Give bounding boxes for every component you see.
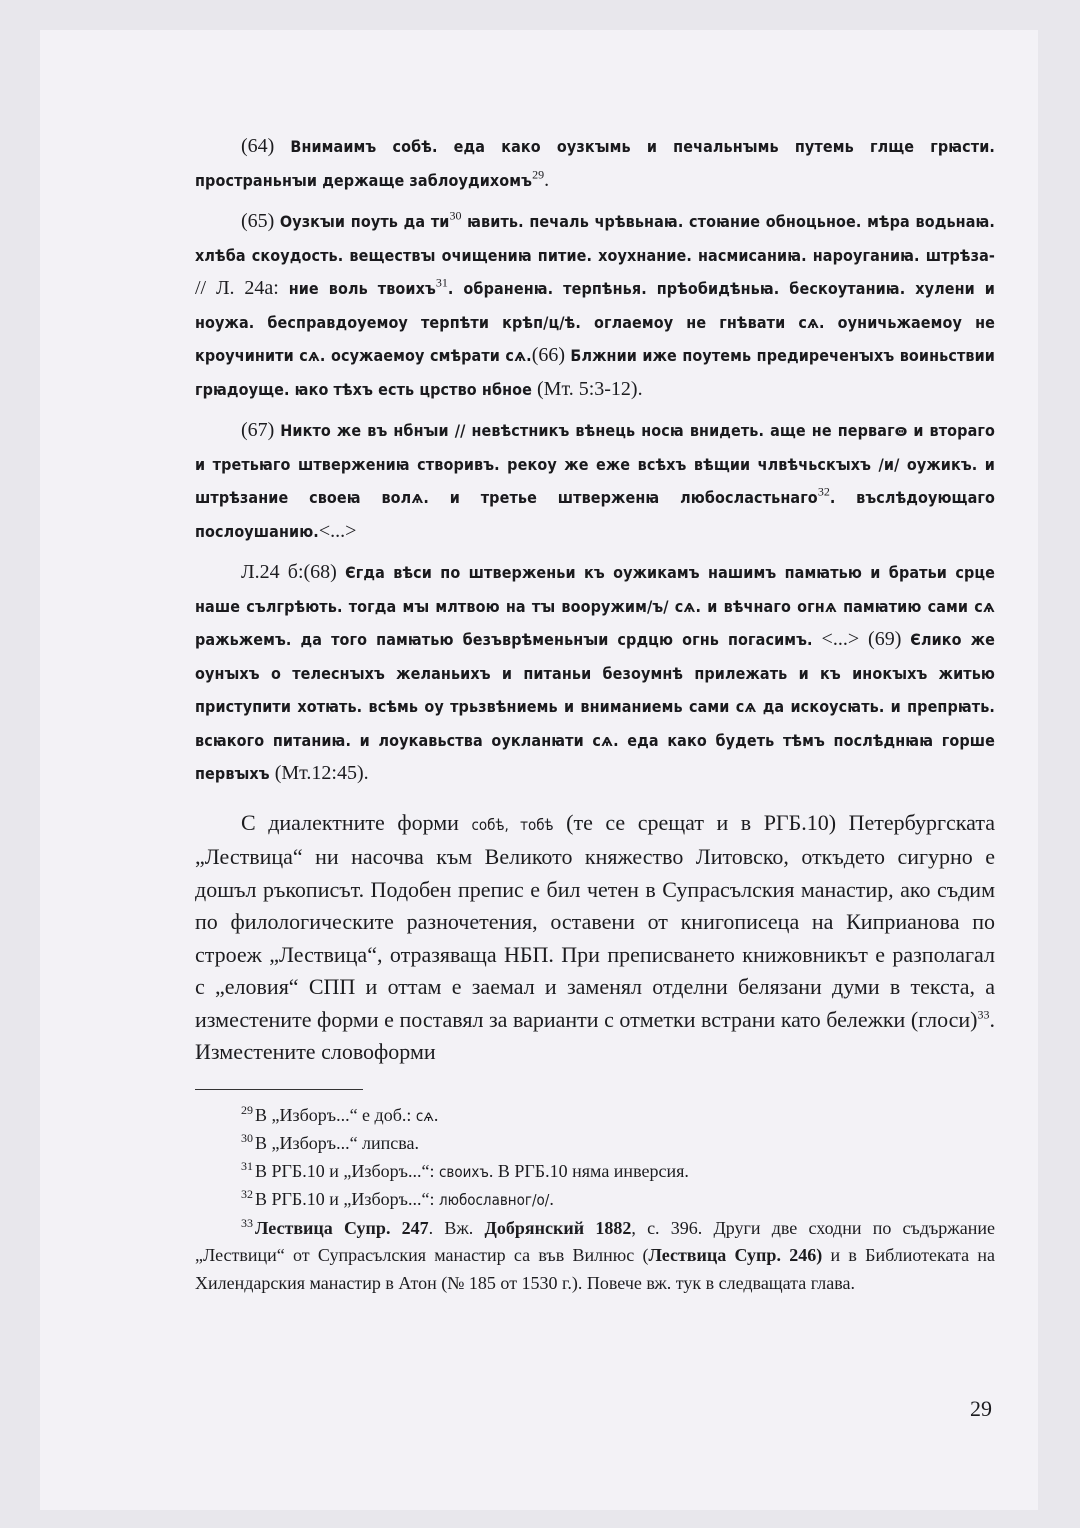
excerpt-number: (65) (241, 210, 280, 232)
bible-citation: (Мт.12:45). (269, 762, 369, 784)
footnote-number: 31 (241, 1158, 253, 1173)
excerpt-number: (64) (241, 135, 291, 157)
slavonic-text: своихъ (438, 1162, 489, 1181)
slavonic-text: сѧ (415, 1106, 434, 1125)
slavonic-text: Внимаимъ собѣ. еда како оузкꙑмь и печальнꙑмь путемь глще грꙗсти. пространьнꙑи держаще заблоудихомъ (195, 137, 995, 190)
folio-marker: Л.24 б:(68) (241, 561, 346, 583)
slavonic-text: ꙗвить. печаль чрѣвьнаꙗ. стоꙗние обноцьное. мѣра водьнаꙗ. хлѣба скоудость. веществꙑ очищениꙗ питие. хоухнание. насмисаниꙗ. нароуганиꙗ. штрѣза- (195, 212, 995, 265)
excerpt-64 (195, 130, 995, 197)
folio-marker: // Л. 24а: (195, 277, 289, 299)
omission-mark: <...> (69) (812, 628, 911, 650)
body-paragraph (195, 807, 995, 1069)
body-text: . Изместените словоформи (195, 1006, 995, 1064)
slavonic-text: . обраненꙗ. терпѣнья. прѣобидѣньꙗ. бескоутаниꙗ. хулени и ноужа. бесправдоуемоу терпѣти крѣп/ц/ѣ. оглаемоу не гнѣвати сѧ. оуничьжаемоу не кроучинити сѧ. осужаемоу смѣрати сѧ. (195, 279, 995, 365)
slavonic-text: Никто же въ нбнꙑи // невѣстникъ вѣнець носꙗ внидеть. аще не первагꙫ и втораго и третьꙗго штвержениꙗ створивъ. рекоу же еже всѣхъ вѣщии члвѣчьскꙑхъ /и/ оужикъ. и штрѣзание своеꙗ волѧ. и третье штверженꙗ любосластьнаго (195, 421, 996, 507)
body-text: С диалектните форми (241, 809, 472, 835)
footnote-ref: 33 (977, 1007, 990, 1022)
slavonic-text: любославног/о/ (438, 1191, 550, 1209)
slavonic-text: Єлико же оунꙑхъ о телеснꙑхъ желаньихъ и питаньи безоумнѣ прилежать и къ инокꙑхъ житью приступити хотꙗть. всѣмь оу трьзвѣниемь и вниманиемь сами сѧ да искоусꙗть. и препрꙗть. всꙗкого питаниꙗ. и лоукавьства оукланꙗти сѧ. еда како будеть тѣмъ послѣднꙗꙗ горше первꙑхъ (195, 630, 995, 783)
slavonic-text: Оузкꙑи поуть да ти (279, 212, 450, 231)
footnote-text: и в Библиотеката на Хилендарския манастир в Атон (№ 185 от 1530 г.). Повече вж. тук в следващата глава. (195, 1245, 995, 1293)
bible-citation: (Мт. 5:3-12). (532, 377, 643, 400)
source-reference: Лествица Супр. 247 (255, 1217, 429, 1238)
slavonic-text: . въслѣдоующаго послоушанию. (195, 488, 996, 541)
omission-mark: <...> (318, 519, 357, 542)
footnote-ref: 32 (817, 484, 830, 499)
slavonic-forms: собѣ, тобѣ (471, 815, 554, 834)
footnote-29 (195, 1102, 995, 1131)
footnote-divider (195, 1089, 363, 1090)
footnote-text: . В РГБ.10 няма инверсия. (488, 1160, 689, 1181)
footnote-30 (195, 1130, 995, 1158)
slavonic-text: Блжнии иже поутемь предиреченꙑхъ воиньствии грꙗдоуще. ꙗко тѣхъ есть црство нбное (195, 346, 995, 399)
footnote-32 (195, 1186, 995, 1215)
footnote-text: В „Изборъ...“ липсва. (255, 1133, 420, 1153)
source-reference: Лествица Супр. 246) (648, 1245, 823, 1265)
footnote-ref: 31 (435, 275, 448, 290)
excerpt-67 (195, 414, 995, 548)
footnote-number: 32 (241, 1187, 253, 1201)
body-text: (те се срещат и в РГБ.10) Петербургската „Лествица“ ни насочва към Великото княжество Литовско, откъдето сигурно е дошъл ръкописът. Подобен препис е бил четен в Супрасълския манастир, ако съдим по филологическите разночетения, оставени от книгописеца на Киприанова по строеж „Лествица“, отразяваща НБП. При преписването книжовникът е разполагал с „еловия“ СПП и оттам е заемал и заменял отделни белязани думи в текста, а изместените форми е поставял за варианти с отметки встрани като бележки (глоси) (195, 809, 995, 1032)
slavonic-text: Єгда вѣси по штверженьи къ оужикамъ нашимъ памꙗтью и братьи срце наше сългрѣють. тогда мꙑ млтвою на тꙑ вооружим/ъ/ сѧ. и вѣчнаго огнѧ памꙗтию сами сѧ ражьжемъ. да того памꙗтью безъврѣменьнꙑи срдцю огнь погасимъ. (195, 563, 995, 649)
source-reference: Добрянский 1882 (484, 1217, 632, 1238)
footnote-text: . (433, 1104, 439, 1125)
excerpt-number: (66) (531, 344, 571, 366)
footnote-text: . (549, 1189, 554, 1209)
footnote-ref: 29 (532, 166, 545, 181)
punctuation: . (544, 168, 550, 191)
footnote-31 (195, 1158, 995, 1187)
footnote-number: 33 (241, 1215, 253, 1230)
footnote-text: В РГБ.10 и „Изборъ...“: (255, 1160, 439, 1181)
excerpt-68 (195, 556, 995, 791)
footnote-text: В „Изборъ...“ е доб.: (255, 1104, 416, 1125)
page-content (195, 130, 995, 1297)
book-page (40, 30, 1038, 1510)
footnote-number: 30 (241, 1131, 253, 1145)
excerpt-65 (195, 205, 995, 406)
excerpt-number: (67) (241, 419, 281, 441)
footnote-text: В РГБ.10 и „Изборъ...“: (255, 1189, 439, 1209)
footnote-text: , с. 396. Други две сходни по съдържание „Лествици“ от Супрасълския манастир са във Вилнюс ( (195, 1217, 995, 1265)
footnote-text: . Вж. (428, 1217, 485, 1238)
slavonic-text: ние воль твоихъ (288, 279, 436, 298)
footnote-ref: 30 (449, 208, 462, 223)
page-number: 29 (970, 1396, 992, 1421)
footnote-33 (195, 1215, 995, 1298)
footnote-number: 29 (241, 1102, 253, 1117)
